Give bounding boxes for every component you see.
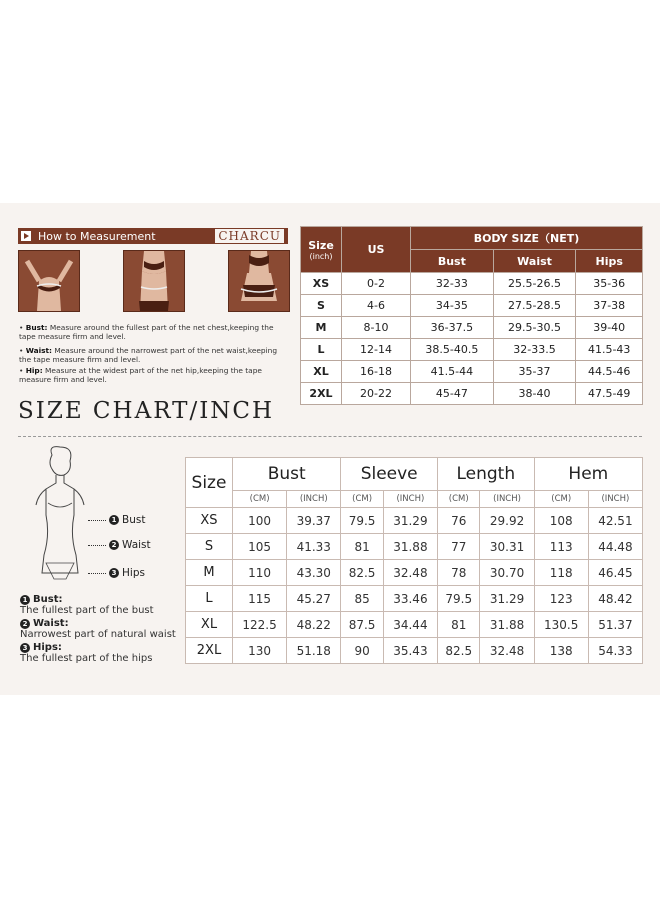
length-group-header: Length bbox=[437, 458, 534, 491]
bust-group-header: Bust bbox=[233, 458, 341, 491]
body-size-group-header: BODY SIZE（NET) bbox=[411, 227, 643, 250]
body-size-cell-bust: 36-37.5 bbox=[411, 317, 494, 339]
garment-size-cell: XS bbox=[186, 508, 233, 534]
bust-legend-number: 1 bbox=[20, 595, 30, 605]
garment-value-cell: 118 bbox=[534, 560, 588, 586]
bust-legend bbox=[20, 594, 154, 616]
unit-header-inch: (INCH) bbox=[588, 491, 642, 508]
size-header-unit: (inch) bbox=[309, 251, 333, 261]
waist-marker-number: 2 bbox=[109, 540, 119, 550]
hip-instruction-label: Hip: bbox=[25, 366, 43, 375]
unit-header-cm: (CM) bbox=[534, 491, 588, 508]
hip-instruction-text: Measure at the widest part of the net hip,keeping the tape measure firm and level. bbox=[19, 366, 262, 384]
garment-value-cell: 105 bbox=[233, 534, 287, 560]
garment-value-cell: 113 bbox=[534, 534, 588, 560]
garment-value-cell: 32.48 bbox=[383, 560, 437, 586]
garment-value-cell: 44.48 bbox=[588, 534, 642, 560]
hips-legend bbox=[20, 642, 152, 664]
body-size-cell-size: XS bbox=[301, 273, 342, 295]
garment-size-cell: L bbox=[186, 586, 233, 612]
body-size-cell-size: S bbox=[301, 295, 342, 317]
size-header bbox=[301, 227, 342, 273]
body-size-cell-waist: 35-37 bbox=[493, 361, 576, 383]
garment-value-cell: 110 bbox=[233, 560, 287, 586]
garment-value-cell: 82.5 bbox=[437, 638, 479, 664]
body-size-row bbox=[301, 317, 643, 339]
waist-instruction-label: Waist: bbox=[25, 346, 53, 355]
garment-value-cell: 34.44 bbox=[383, 612, 437, 638]
unit-header-cm: (CM) bbox=[233, 491, 287, 508]
bust-legend-desc: The fullest part of the bust bbox=[20, 605, 154, 616]
play-arrow-icon bbox=[21, 231, 31, 241]
bust-legend-label: Bust: bbox=[33, 594, 63, 605]
waist-legend-number: 2 bbox=[20, 619, 30, 629]
how-to-measure-title: How to Measurement bbox=[38, 229, 156, 243]
waist-instruction-text: Measure around the narrowest part of the net waist,keeping the tape measure firm and level. bbox=[19, 346, 278, 364]
garment-value-cell: 130 bbox=[233, 638, 287, 664]
body-size-cell-waist: 29.5-30.5 bbox=[493, 317, 576, 339]
body-size-cell-bust: 38.5-40.5 bbox=[411, 339, 494, 361]
hips-marker bbox=[88, 567, 145, 579]
body-size-cell-hips: 39-40 bbox=[576, 317, 643, 339]
garment-size-header: Size bbox=[186, 458, 233, 508]
bust-marker-label: Bust bbox=[122, 514, 146, 526]
waist-legend-desc: Narrowest part of natural waist bbox=[20, 629, 176, 640]
bust-instruction: • Bust: Measure around the fullest part of the net chest,keeping the tape measure firm and level. bbox=[19, 323, 274, 341]
body-size-cell-size: L bbox=[301, 339, 342, 361]
body-size-cell-bust: 32-33 bbox=[411, 273, 494, 295]
garment-value-cell: 29.92 bbox=[480, 508, 534, 534]
body-size-cell-size: XL bbox=[301, 361, 342, 383]
garment-value-cell: 54.33 bbox=[588, 638, 642, 664]
waist-marker bbox=[88, 539, 151, 551]
hips-legend-desc: The fullest part of the hips bbox=[20, 653, 153, 664]
garment-value-cell: 78 bbox=[437, 560, 479, 586]
garment-value-cell: 100 bbox=[233, 508, 287, 534]
body-size-cell-hips: 37-38 bbox=[576, 295, 643, 317]
waist-legend bbox=[20, 618, 176, 640]
bust-col-header: Bust bbox=[411, 250, 494, 273]
garment-size-row bbox=[186, 586, 643, 612]
garment-value-cell: 41.33 bbox=[287, 534, 341, 560]
garment-value-cell: 76 bbox=[437, 508, 479, 534]
garment-size-cell: M bbox=[186, 560, 233, 586]
garment-value-cell: 79.5 bbox=[437, 586, 479, 612]
body-size-cell-hips: 41.5-43 bbox=[576, 339, 643, 361]
garment-value-cell: 39.37 bbox=[287, 508, 341, 534]
waist-col-header: Waist bbox=[493, 250, 576, 273]
garment-value-cell: 115 bbox=[233, 586, 287, 612]
garment-value-cell: 51.18 bbox=[287, 638, 341, 664]
unit-header-inch: (INCH) bbox=[287, 491, 341, 508]
hip-instruction: • Hip: Measure at the widest part of the net hip,keeping the tape measure firm and level. bbox=[19, 366, 262, 384]
body-size-cell-waist: 27.5-28.5 bbox=[493, 295, 576, 317]
bust-marker bbox=[88, 514, 145, 526]
garment-size-cell: S bbox=[186, 534, 233, 560]
body-size-row bbox=[301, 339, 643, 361]
sleeve-group-header: Sleeve bbox=[341, 458, 438, 491]
garment-size-row bbox=[186, 534, 643, 560]
waist-measure-photo bbox=[123, 250, 185, 312]
garment-value-cell: 33.46 bbox=[383, 586, 437, 612]
body-size-cell-us: 20-22 bbox=[342, 383, 411, 405]
hips-marker-label: Hips bbox=[122, 567, 145, 579]
body-size-row bbox=[301, 383, 643, 405]
body-size-cell-us: 0-2 bbox=[342, 273, 411, 295]
garment-size-cell: XL bbox=[186, 612, 233, 638]
garment-value-cell: 51.37 bbox=[588, 612, 642, 638]
hips-marker-number: 3 bbox=[109, 568, 119, 578]
body-size-cell-size: M bbox=[301, 317, 342, 339]
size-header-label: Size bbox=[308, 238, 334, 252]
garment-size-table bbox=[185, 457, 643, 664]
garment-value-cell: 43.30 bbox=[287, 560, 341, 586]
waist-marker-label: Waist bbox=[122, 539, 151, 551]
garment-size-cell: 2XL bbox=[186, 638, 233, 664]
waist-instruction: • Waist: Measure around the narrowest part of the net waist,keeping the tape measure firm and level. bbox=[19, 346, 278, 364]
body-size-cell-bust: 41.5-44 bbox=[411, 361, 494, 383]
body-size-table bbox=[300, 226, 643, 405]
size-chart-title: SIZE CHART/INCH bbox=[18, 398, 275, 424]
us-header: US bbox=[342, 227, 411, 273]
bust-instruction-text: Measure around the fullest part of the net chest,keeping the tape measure firm and level. bbox=[19, 323, 274, 341]
garment-value-cell: 30.70 bbox=[480, 560, 534, 586]
garment-value-cell: 30.31 bbox=[480, 534, 534, 560]
garment-value-cell: 31.29 bbox=[480, 586, 534, 612]
hips-col-header: Hips bbox=[576, 250, 643, 273]
how-to-measure-header bbox=[18, 228, 288, 244]
body-size-cell-hips: 44.5-46 bbox=[576, 361, 643, 383]
bust-measure-photo bbox=[18, 250, 80, 312]
hem-group-header: Hem bbox=[534, 458, 642, 491]
garment-value-cell: 31.29 bbox=[383, 508, 437, 534]
divider bbox=[18, 436, 642, 437]
body-size-cell-us: 12-14 bbox=[342, 339, 411, 361]
garment-size-row bbox=[186, 508, 643, 534]
garment-value-cell: 48.22 bbox=[287, 612, 341, 638]
garment-value-cell: 79.5 bbox=[341, 508, 383, 534]
unit-header-inch: (INCH) bbox=[480, 491, 534, 508]
brand-logo: CHARCU bbox=[215, 229, 284, 243]
unit-header-cm: (CM) bbox=[437, 491, 479, 508]
garment-value-cell: 81 bbox=[437, 612, 479, 638]
garment-value-cell: 32.48 bbox=[480, 638, 534, 664]
garment-size-row bbox=[186, 638, 643, 664]
garment-value-cell: 138 bbox=[534, 638, 588, 664]
bust-marker-number: 1 bbox=[109, 515, 119, 525]
body-size-cell-waist: 32-33.5 bbox=[493, 339, 576, 361]
garment-value-cell: 130.5 bbox=[534, 612, 588, 638]
body-size-cell-size: 2XL bbox=[301, 383, 342, 405]
body-size-cell-bust: 45-47 bbox=[411, 383, 494, 405]
waist-legend-label: Waist: bbox=[33, 618, 69, 629]
hips-legend-label: Hips: bbox=[33, 642, 62, 653]
hip-measure-photo bbox=[228, 250, 290, 312]
garment-value-cell: 77 bbox=[437, 534, 479, 560]
garment-value-cell: 31.88 bbox=[480, 612, 534, 638]
body-size-cell-us: 4-6 bbox=[342, 295, 411, 317]
body-size-cell-bust: 34-35 bbox=[411, 295, 494, 317]
garment-value-cell: 45.27 bbox=[287, 586, 341, 612]
garment-value-cell: 46.45 bbox=[588, 560, 642, 586]
body-size-row bbox=[301, 295, 643, 317]
body-size-row bbox=[301, 273, 643, 295]
body-size-cell-waist: 25.5-26.5 bbox=[493, 273, 576, 295]
garment-value-cell: 81 bbox=[341, 534, 383, 560]
unit-header-inch: (INCH) bbox=[383, 491, 437, 508]
hips-legend-number: 3 bbox=[20, 643, 30, 653]
body-size-cell-us: 8-10 bbox=[342, 317, 411, 339]
garment-value-cell: 35.43 bbox=[383, 638, 437, 664]
unit-header-cm: (CM) bbox=[341, 491, 383, 508]
garment-value-cell: 31.88 bbox=[383, 534, 437, 560]
garment-value-cell: 82.5 bbox=[341, 560, 383, 586]
body-size-cell-hips: 47.5-49 bbox=[576, 383, 643, 405]
garment-value-cell: 123 bbox=[534, 586, 588, 612]
garment-value-cell: 122.5 bbox=[233, 612, 287, 638]
garment-value-cell: 87.5 bbox=[341, 612, 383, 638]
body-size-cell-hips: 35-36 bbox=[576, 273, 643, 295]
body-size-cell-us: 16-18 bbox=[342, 361, 411, 383]
garment-size-row bbox=[186, 612, 643, 638]
garment-size-row bbox=[186, 560, 643, 586]
garment-value-cell: 42.51 bbox=[588, 508, 642, 534]
garment-value-cell: 90 bbox=[341, 638, 383, 664]
garment-value-cell: 85 bbox=[341, 586, 383, 612]
body-size-row bbox=[301, 361, 643, 383]
garment-value-cell: 48.42 bbox=[588, 586, 642, 612]
bust-instruction-label: Bust: bbox=[25, 323, 48, 332]
garment-value-cell: 108 bbox=[534, 508, 588, 534]
body-size-cell-waist: 38-40 bbox=[493, 383, 576, 405]
